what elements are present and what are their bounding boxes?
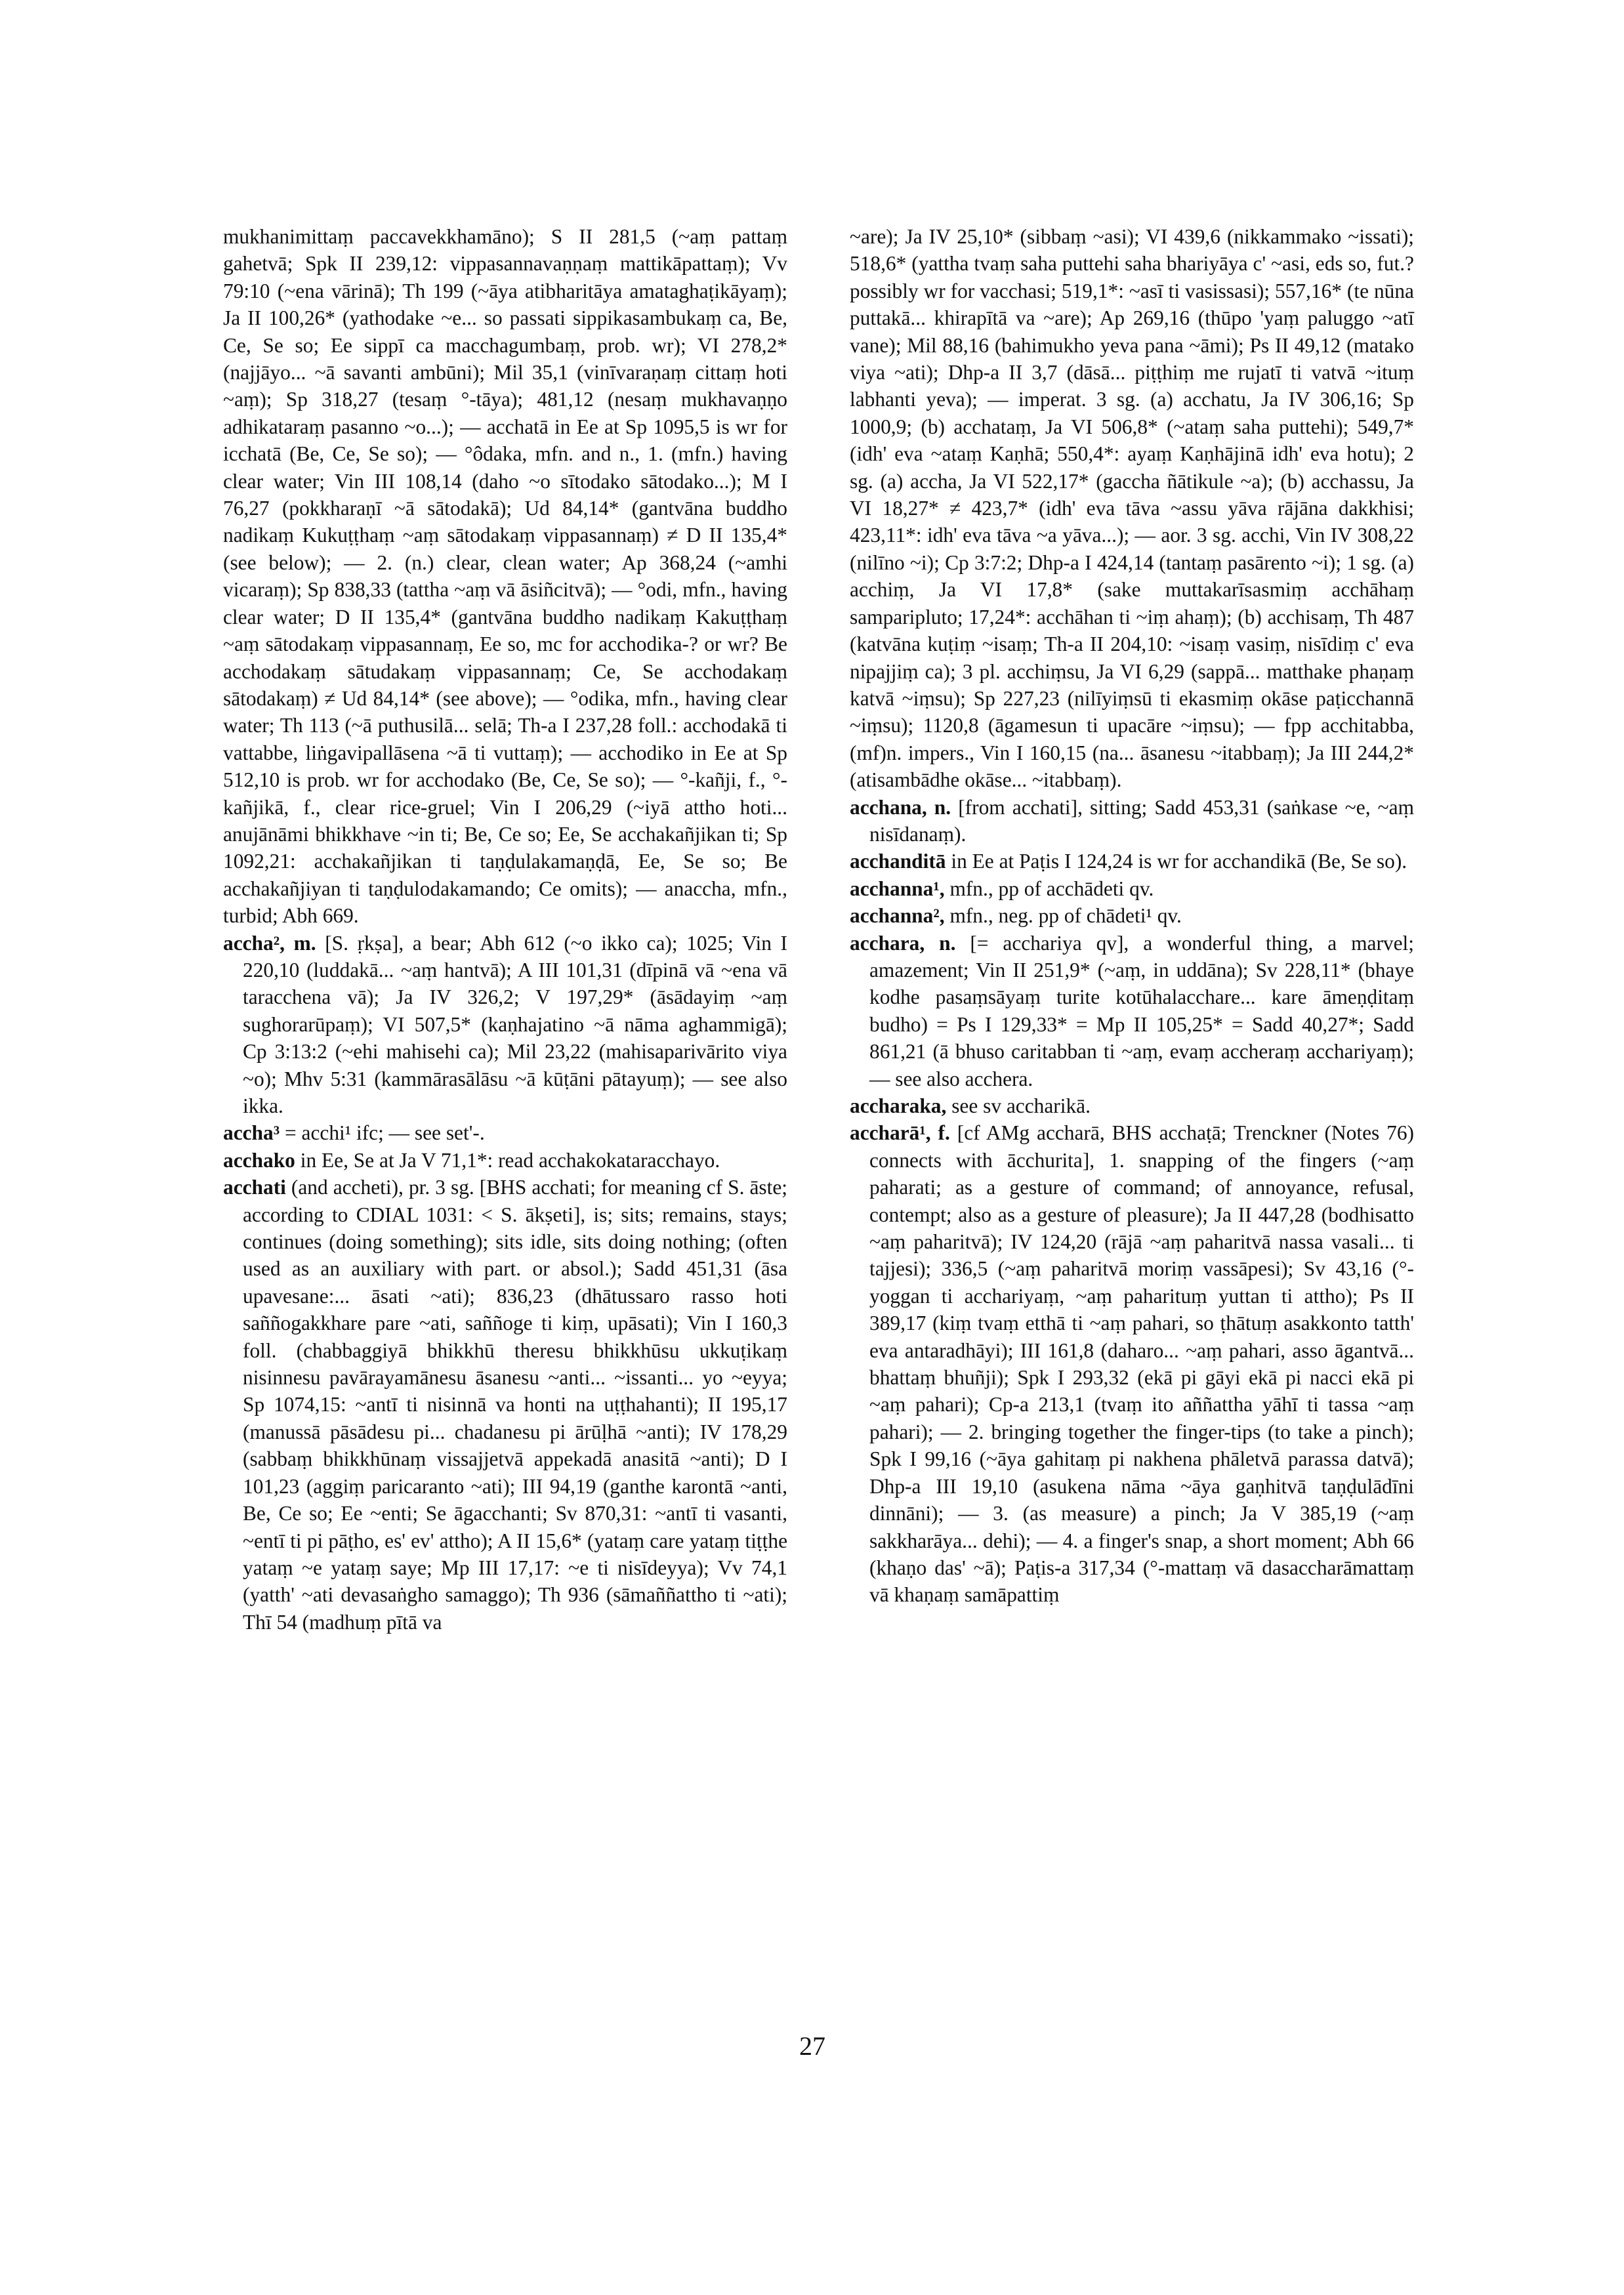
headword: acchana, n. (850, 795, 951, 819)
left-column (223, 223, 787, 1636)
headword: acchara, n. (850, 931, 956, 955)
entry-text: in Ee at Paṭis I 124,24 is wr for acchandikā (Be, Se so). (946, 850, 1407, 873)
headword: acchanditā (850, 850, 946, 873)
entry-text: [cf AMg accharā, BHS acchaṭā; Trenckner (Notes 76) connects with ācchurita], 1. snapping of the fingers (~aṃ paharati; as a gesture of command; of annoyance, refusal, contempt; also as a gesture of pleasure); Ja II 447,28 (bodhisatto ~aṃ paharitvā); IV 124,20 (rājā ~aṃ paharitvā nassa vasali... ti tajjesi); 336,5 (~aṃ paharitvā moriṃ vassāpesi); Sv 43,16 (°-yoggan ti acchariyaṃ, ~aṃ paharituṃ yuttan ti attho); Ps II 389,17 (kiṃ tvaṃ etthā ti ~aṃ pahari, so ṭhātuṃ asakkonto tatth' eva antaradhāyi); III 161,8 (daharo... ~aṃ pahari, asso āgantvā... bhattaṃ bhuñji); Spk I 293,32 (ekā pi gāyi ekā pi nacci ekā pi ~aṃ pahari); Cp-a 213,1 (tvaṃ ito aññattha yāhī ti tassa ~aṃ pahari); — 2. bringing together the finger-tips (to take a pinch); Spk I 99,16 (~āya gahitaṃ pi nakhena phāletvā parassa datvā); Dhp-a III 19,10 (asukena nāma ~āya gaṇhitvā taṇḍulādīni dinnāni); — 3. (as measure) a pinch; Ja V 385,19 (~aṃ sakkharāya... dehi); — 4. a finger's snap, a short moment; Abh 66 (khaṇo das' ~ā); Paṭis-a 317,34 (°-mattaṃ vā dasaccharāmattaṃ vā khaṇaṃ samāpattiṃ (869, 1121, 1415, 1607)
headword: accha³ (223, 1121, 280, 1145)
entry-continuation (850, 223, 1414, 794)
entry-text: ~are); Ja IV 25,10* (sibbaṃ ~asi); VI 439,6 (nikkammako ~issati); 518,6* (yattha tvaṃ saha puttehi saha bhariyāya c' ~asi, eds so, fut.? possibly wr for vacchasi; 519,1*: ~asī ti vasissasi); 557,16* (te nūna puttakā... khirapītā va ~are); Ap 269,16 (thūpo 'yaṃ paluggo ~atī vane); Mil 88,16 (bahimukho yeva pana ~āmi); Ps II 49,12 (matako viya ~ati); Dhp-a II 3,7 (dāsā... piṭṭhiṃ me rujatī ti vatvā ~ituṃ labhanti yeva); — imperat. 3 sg. (a) acchatu, Ja IV 306,16; Sp 1000,9; (b) acchataṃ, Ja VI 506,8* (~ataṃ saha puttehi); 549,7* (idh' eva ~ataṃ Kaṇhā; 550,4*: ayaṃ Kaṇhājinā idh' eva hotu); 2 sg. (a) accha, Ja VI 522,17* (gaccha ñātikule ~a); (b) acchassu, Ja VI 18,27* ≠ 423,7* (idh' eva tāva ~assu yāva rājāna dakkhisi; 423,11*: idh' eva tāva ~a yāva...); — aor. 3 sg. acchi, Vin IV 308,22 (nilīno ~i); Cp 3:7:2; Dhp-a I 424,14 (tantaṃ pasārento ~i); 1 sg. (a) acchiṃ, Ja VI 17,8* (sake muttakarīsasmiṃ acchāhaṃ sampariplutо; 17,24*: acchāhan ti ~iṃ ahaṃ); (b) acchisaṃ, Th 487 (katvāna kuṭiṃ ~isaṃ; Th-a II 204,10: ~isaṃ vasiṃ, nisīdiṃ c' eva nipajjiṃ ca); 3 pl. acchiṃsu, Ja VI 6,29 (sappā... matthake phaṇaṃ katvā ~iṃsu); Sp 227,23 (nilīyiṃsū ti ekasmiṃ okāse paṭicchannā ~iṃsu); 1120,8 (āgamesun ti upacāre ~iṃsu); — fpp acchitabba, (mf)n. impers., Vin I 160,15 (na... āsanesu ~itabbaṃ); Ja III 244,2* (atisambādhe okāse... ~itabbaṃ). (850, 225, 1414, 792)
entry-acchandita (850, 848, 1414, 875)
entry-accha-2 (223, 930, 787, 1120)
page-number: 27 (799, 2031, 825, 2061)
entry-text: in Ee, Se at Ja V 71,1*: read acchakokataracchayo. (295, 1148, 720, 1172)
headword: accharā¹, f. (850, 1121, 950, 1145)
entry-text: mukhanimittaṃ paccavekkhamāno); S II 281,5 (~aṃ pattaṃ gahetvā; Spk II 239,12: vippasannavaṇṇaṃ mattikāpattaṃ); Vv 79:10 (~ena vārinā); Th 199 (~āya atibharitāya amataghaṭikāyaṃ); Ja II 100,26* (yathodake ~e... so passati sippikasambukaṃ ca, Be, Ce, Se so; Ee sippī ca macchagumbaṃ, prob. wr); VI 278,2* (najjāyo... ~ā savanti ambūni); Mil 35,1 (vinīvaraṇaṃ cittaṃ hoti ~aṃ); Sp 318,27 (tesaṃ °-tāya); 481,12 (nesaṃ mukhavaṇṇo adhikataraṃ pasanno ~o...); — acchatā in Ee at Sp 1095,5 is wr for icchatā (Be, Ce, Se so); — °ôdaka, mfn. and n., 1. (mfn.) having clear water; Vin III 108,14 (daho ~o sītodako sātodako...); M I 76,27 (pokkharaṇī ~ā sātodakā); Ud 84,14* (gantvāna buddho nadikaṃ Kukuṭṭhaṃ ~aṃ sātodakaṃ vippasannaṃ) ≠ D II 135,4* (see below); — 2. (n.) clear, clean water; Ap 368,24 (~amhi vicaraṃ); Sp 838,33 (tattha ~aṃ vā āsiñcitvā); — °odi, mfn., having clear water; D II 135,4* (gantvāna buddho nadikaṃ Kakuṭṭhaṃ ~aṃ sātodakaṃ vippasannaṃ, Ee so, mc for acchodika-? or wr? Be acchodakaṃ sātudakaṃ vippasannaṃ; Ce, Se acchodakaṃ sātodakaṃ) ≠ Ud 84,14* (see above); — °odika, mfn., having clear water; Th 113 (~ā puthusilā... selā; Th-a I 237,28 foll.: acchodakā ti vattabbe, liṅgavipallāsena ~ā ti vuttaṃ); — acchodiko in Ee at Sp 512,10 is prob. wr for acchodako (Be, Ce, Se so); — °-kañji, f., °-kañjikā, f., clear rice-gruel; Vin I 206,29 (~iyā attho hoti... anujānāmi bhikkhave ~in ti; Be, Ce so; Ee, Se acchakañjikan ti; Sp 1092,21: acchakañjikan ti taṇḍulakamaṇḍā, Ee, Se so; Be acchakañjiyan ti taṇḍulodakamando; Ce omits); — anaccha, mfn., turbid; Abh 669. (223, 225, 787, 928)
headword: acchanna¹, (850, 877, 945, 900)
entry-acchanna-2 (850, 902, 1414, 929)
entry-text: = acchi¹ ifc; — see set'-. (280, 1121, 485, 1145)
headword: accha², m. (223, 931, 316, 955)
entry-acchati (223, 1174, 787, 1636)
entry-text: [= acchariya qv], a wonderful thing, a marvel; amazement; Vin II 251,9* (~aṃ, in uddāna); Sv 228,11* (bhaye kodhe pasaṃsāyaṃ turite kotūhalacchare... kare āmeṇḍitaṃ budho) = Ps I 129,33* = Mp II 105,25* = Sadd 40,27*; Sadd 861,21 (ā bhuso caritabban ti ~aṃ, evaṃ accheraṃ acchariyaṃ); — see also acchera. (869, 931, 1415, 1090)
entry-acchanna-1 (850, 875, 1414, 902)
entry-acchara (850, 930, 1414, 1092)
entry-text: mfn., neg. pp of chādeti¹ qv. (944, 904, 1182, 928)
entry-text: mfn., pp of acchādeti qv. (944, 877, 1154, 900)
entry-text: [from acchati], sitting; Sadd 453,31 (saṅkase ~e, ~aṃ nisīdanaṃ). (869, 795, 1414, 846)
entry-accha-3 (223, 1119, 787, 1146)
right-column (850, 223, 1414, 1609)
entry-text: [S. ṛkṣa], a bear; Abh 612 (~o ikko ca); 1025; Vin I 220,10 (luddakā... ~aṃ hantvā); A III 101,31 (dīpinā vā ~ena vā taracchena vā); Ja IV 326,2; V 197,29* (āsādayiṃ ~aṃ sughorarūpaṃ); VI 507,5* (kaṇhajatino ~ā nāma aghammigā); Cp 3:13:2 (~ehi mahisehi ca); Mil 23,22 (mahisaparivārito viya ~o); Mhv 5:31 (kammārasālāsu ~ā kūṭāni pātayuṃ); — see also ikka. (243, 931, 787, 1117)
entry-accharaa-1 (850, 1119, 1414, 1608)
entry-text: (and accheti), pr. 3 sg. [BHS acchati; for meaning cf S. āste; according to CDIAL 1031: < S. ākṣeti], is; sits; remains, stays; continues (doing something); sits idle, sits doing nothing; (often used as an auxiliary with part. or absol.); Sadd 451,31 (āsa upavesane:... āsati ~ati); 836,23 (dhātussaro rasso hoti saññogakkhare pare ~ati, saññoge ti kiṃ, upāsati); Vin I 160,3 foll. (chabbaggiyā bhikkhū theresu bhikkhūsu ukkuṭikaṃ nisinnesu pavārayamānesu āsanesu ~anti... ~issanti... yo ~eyya; Sp 1074,15: ~antī ti nisinnā va honti na uṭṭhahanti); II 195,17 (manussā pāsādesu pi... chadanesu pi ārūḷhā ~anti); IV 178,29 (sabbaṃ bhikkhūnaṃ vissajjetvā appekadā anasitā ~anti); D I 101,23 (aggiṃ paricaranto ~ati); III 94,19 (ganthe karontā ~anti, Be, Ce so; Ee ~enti; Se āgacchanti; Sv 870,31: ~antī ti vasanti, ~entī ti pi pāṭho, es' ev' attho); A II 15,6* (yataṃ care yataṃ tiṭṭhe yataṃ ~e yataṃ saye; Mp III 17,17: ~e ti nisīdeyya); Vv 74,1 (yatth' ~ati devasaṅgho samaggo); Th 936 (sāmaññattho ti ~ati); Thī 54 (madhuṃ pītā va (243, 1176, 787, 1634)
headword: acchanna², (850, 904, 945, 928)
entry-acchako (223, 1147, 787, 1174)
entry-accharaka (850, 1092, 1414, 1119)
headword: acchako (223, 1148, 295, 1172)
entry-continuation (223, 223, 787, 930)
headword: acchati (223, 1176, 286, 1199)
entry-text: see sv accharikā. (946, 1094, 1091, 1117)
entry-acchana (850, 794, 1414, 848)
headword: accharaka, (850, 1094, 947, 1117)
